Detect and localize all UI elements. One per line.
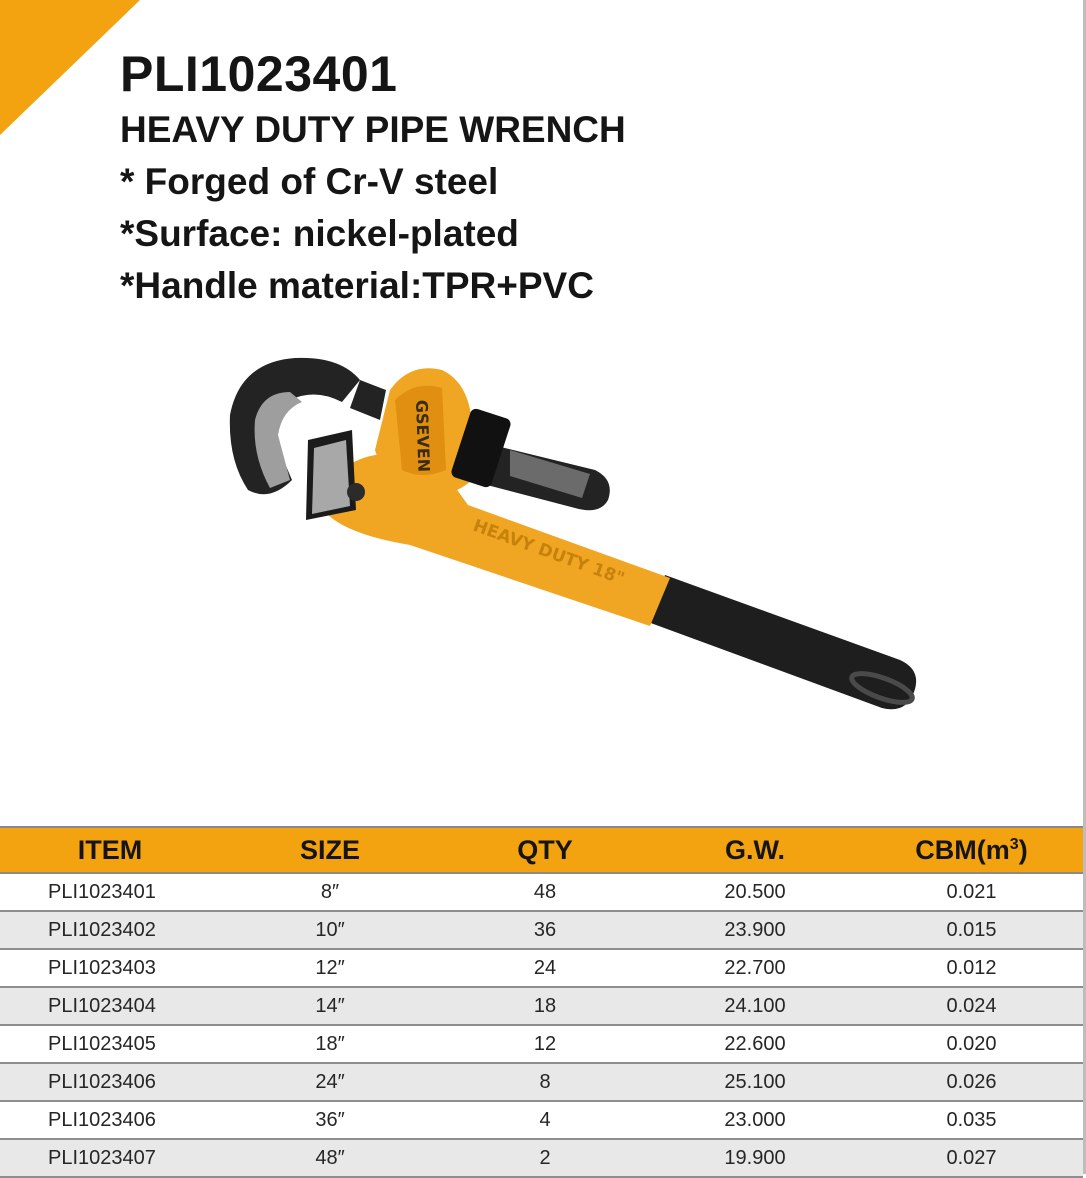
table-row [0, 1025, 1083, 1063]
table-row [0, 1139, 1083, 1177]
cbm-superscript: 3 [1009, 835, 1019, 853]
cell-cbm: 0.035 [860, 1101, 1083, 1139]
corner-accent [0, 0, 140, 140]
cell-item: PLI1023403 [0, 949, 220, 987]
table-row [0, 987, 1083, 1025]
brand-mark: GSEVEN [412, 399, 434, 473]
cell-gw: 20.500 [650, 873, 860, 911]
cell-gw: 22.600 [650, 1025, 860, 1063]
cbm-label: CBM(m [915, 834, 1010, 865]
spec-table-container [0, 826, 1083, 1178]
table-row [0, 911, 1083, 949]
cell-qty: 18 [440, 987, 650, 1025]
feature-line: *Surface: nickel-plated [120, 213, 519, 254]
col-header-size: SIZE [220, 827, 440, 873]
cell-gw: 24.100 [650, 987, 860, 1025]
product-name: HEAVY DUTY PIPE WRENCH [120, 109, 626, 150]
cell-cbm: 0.027 [860, 1139, 1083, 1177]
cell-item: PLI1023401 [0, 873, 220, 911]
cell-qty: 24 [440, 949, 650, 987]
cell-qty: 8 [440, 1063, 650, 1101]
table-row [0, 1101, 1083, 1139]
cbm-close: ) [1018, 834, 1028, 865]
col-header-item: ITEM [0, 827, 220, 873]
cell-gw: 22.700 [650, 949, 860, 987]
cell-size: 48″ [220, 1139, 440, 1177]
cell-item: PLI1023407 [0, 1139, 220, 1177]
cell-gw: 25.100 [650, 1063, 860, 1101]
feature-line: *Handle material:TPR+PVC [120, 265, 594, 306]
cell-cbm: 0.021 [860, 873, 1083, 911]
cell-item: PLI1023405 [0, 1025, 220, 1063]
col-header-cbm [860, 827, 1083, 873]
cell-item: PLI1023404 [0, 987, 220, 1025]
cell-item: PLI1023402 [0, 911, 220, 949]
table-row [0, 949, 1083, 987]
handle-text: HEAVY DUTY 18" [470, 515, 627, 590]
cell-qty: 36 [440, 911, 650, 949]
cell-qty: 4 [440, 1101, 650, 1139]
cell-item: PLI1023406 [0, 1101, 220, 1139]
cell-size: 8″ [220, 873, 440, 911]
col-header-gw: G.W. [650, 827, 860, 873]
table-header-row [0, 827, 1083, 873]
model-number: PLI1023401 [120, 46, 398, 102]
cell-size: 18″ [220, 1025, 440, 1063]
cell-item: PLI1023406 [0, 1063, 220, 1101]
cell-cbm: 0.020 [860, 1025, 1083, 1063]
cell-size: 36″ [220, 1101, 440, 1139]
title-block [120, 44, 626, 312]
table-row [0, 873, 1083, 911]
cell-cbm: 0.012 [860, 949, 1083, 987]
cell-qty: 2 [440, 1139, 650, 1177]
cell-qty: 48 [440, 873, 650, 911]
spec-table [0, 826, 1083, 1178]
cell-size: 24″ [220, 1063, 440, 1101]
cell-cbm: 0.026 [860, 1063, 1083, 1101]
col-header-qty: QTY [440, 827, 650, 873]
cell-size: 14″ [220, 987, 440, 1025]
cell-cbm: 0.015 [860, 911, 1083, 949]
feature-line: * Forged of Cr-V steel [120, 161, 499, 202]
cell-gw: 23.000 [650, 1101, 860, 1139]
handle-grip [648, 575, 916, 709]
cell-size: 12″ [220, 949, 440, 987]
cell-cbm: 0.024 [860, 987, 1083, 1025]
cell-size: 10″ [220, 911, 440, 949]
pipe-wrench-image [210, 330, 930, 750]
table-row [0, 1063, 1083, 1101]
cell-qty: 12 [440, 1025, 650, 1063]
cell-gw: 23.900 [650, 911, 860, 949]
cell-gw: 19.900 [650, 1139, 860, 1177]
